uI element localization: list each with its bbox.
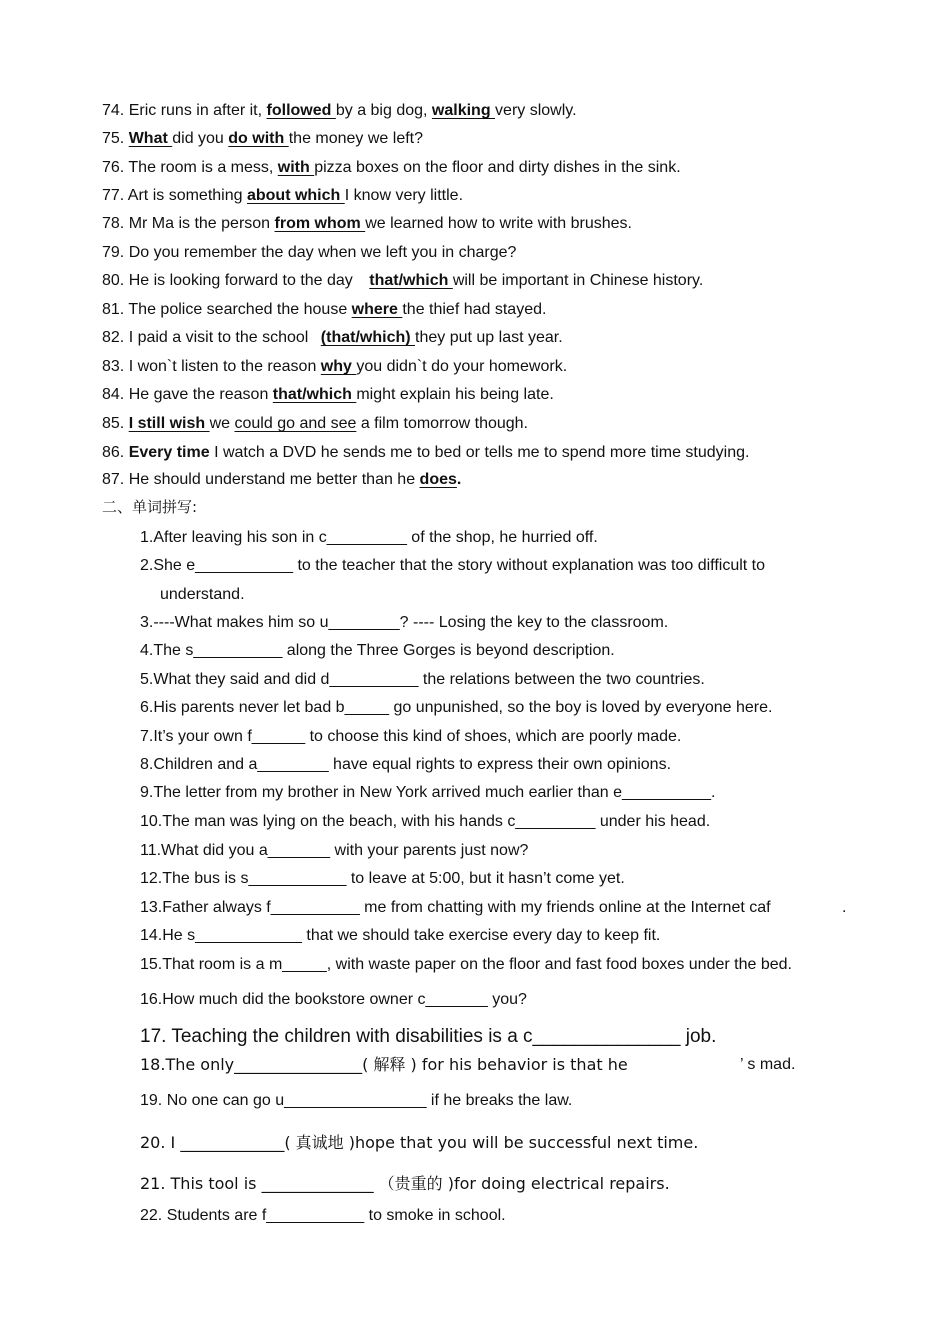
underlined-text: could go and see (234, 415, 357, 432)
spelling-item-2-continued: understand. (160, 586, 245, 603)
sentence-text: did you (172, 130, 229, 147)
answer-text: does (419, 471, 457, 488)
sentence-text: very slowly. (495, 102, 577, 119)
answer-text: that/which (272, 386, 357, 403)
sentence-text: 87. He should understand me better than he (102, 471, 420, 488)
spelling-item-9: 9.The letter from my brother in New York arrived much earlier than e__________. (140, 784, 716, 801)
sentence-text: 77. Art is something (102, 187, 247, 204)
answer-text: where (351, 301, 403, 318)
sentence-text: 76. The room is a mess, (102, 159, 278, 176)
sentence-75 (102, 129, 423, 149)
spelling-item-10: 10.The man was lying on the beach, with his hands c_________ under his head. (140, 813, 711, 830)
sentence-text: the money we left? (288, 130, 424, 147)
sentence-text: 82. I paid a visit to the school (102, 329, 313, 346)
sentence-85 (102, 414, 528, 434)
spelling-item-16: 16.How much did the bookstore owner c_______ you? (140, 991, 527, 1008)
sentence-text: 81. The police searched the house (102, 301, 352, 318)
sentence-78 (102, 214, 632, 234)
answer-text: What (128, 130, 173, 147)
sentence-text: I know very little. (344, 187, 464, 204)
spelling-item-14: 14.He s____________ that we should take exercise every day to keep fit. (140, 927, 661, 944)
sentence-text: 78. Mr Ma is the person (102, 215, 275, 232)
sentence-87 (102, 470, 461, 490)
sentence-text: 74. Eric runs in after it, (102, 102, 267, 119)
answer-text: why (320, 358, 357, 375)
spelling-item-18-tail: ’ s mad. (740, 1056, 796, 1073)
spelling-item-1: 1.After leaving his son in c_________ of the shop, he hurried off. (140, 529, 598, 546)
answer-text: Every time (128, 444, 215, 461)
spelling-item-2: 2.She e___________ to the teacher that the story without explanation was too difficult to (140, 557, 766, 574)
spelling-item-5: 5.What they said and did d__________ the relations between the two countries. (140, 671, 705, 688)
spelling-item-15: 15.That room is a m_____, with waste paper on the floor and fast food boxes under the bed. (140, 956, 792, 973)
spelling-item-13-period: . (842, 899, 847, 916)
spelling-item-8: 8.Children and a________ have equal rights to express their own opinions. (140, 756, 672, 773)
sentence-86 (102, 443, 749, 463)
sentence-text: they put up last year. (415, 329, 563, 346)
spelling-item-3: 3.----What makes him so u________? ---- Losing the key to the classroom. (140, 614, 669, 631)
spelling-item-4: 4.The s__________ along the Three Gorges is beyond description. (140, 642, 615, 659)
sentence-77 (102, 186, 463, 206)
sentence-text: I watch a DVD he sends me to bed or tells me to spend more time studying. (214, 444, 750, 461)
spelling-item-6: 6.His parents never let bad b_____ go unpunished, so the boy is loved by everyone here. (140, 699, 773, 716)
spelling-item-22: 22. Students are f___________ to smoke in school. (140, 1207, 506, 1224)
answer-text: do with (228, 130, 289, 147)
spelling-item-17: 17. Teaching the children with disabilities is a c______________ job. (140, 1026, 717, 1047)
sentence-74 (102, 101, 577, 121)
section-heading: 二、单词拼写: (102, 498, 198, 516)
answer-text: walking (431, 102, 496, 119)
sentence-text: we (209, 415, 235, 432)
spelling-item-21: 21. This tool is ______________ （贵重的 )for doing electrical repairs. (140, 1174, 670, 1193)
answer-text: (that/which) (320, 329, 416, 346)
sentence-text: . (456, 471, 462, 488)
spelling-item-18: 18.The only________________( 解释 ) for his behavior is that he (140, 1055, 628, 1074)
sentence-82 (102, 328, 563, 348)
spelling-item-19: 19. No one can go u________________ if he breaks the law. (140, 1092, 573, 1109)
sentence-text: we learned how to write with brushes. (365, 215, 632, 232)
answer-text: followed (266, 102, 336, 119)
sentence-text: might explain his being late. (356, 386, 554, 403)
spelling-item-13: 13.Father always f__________ me from chatting with my friends online at the Internet caf (140, 899, 771, 916)
sentence-text: 80. He is looking forward to the day (102, 272, 358, 289)
sentence-text: a film tomorrow though. (356, 415, 528, 432)
sentence-text: 83. I won`t listen to the reason (102, 358, 321, 375)
sentence-text: by a big dog, (335, 102, 432, 119)
sentence-text: 86. (102, 444, 129, 461)
sentence-text: you didn`t do your homework. (356, 358, 568, 375)
answer-text: about which (246, 187, 345, 204)
sentence-text: the thief had stayed. (402, 301, 547, 318)
sentence-text: 85. (102, 415, 129, 432)
sentence-84 (102, 385, 554, 405)
spelling-item-12: 12.The bus is s___________ to leave at 5:00, but it hasn’t come yet. (140, 870, 625, 887)
answer-text: from whom (274, 215, 366, 232)
sentence-76 (102, 158, 681, 178)
sentence-81 (102, 300, 546, 320)
answer-text: that/which (369, 272, 453, 289)
answer-text: with (277, 159, 315, 176)
sentence-text: 79. Do you remember the day when we left you in charge? (102, 244, 517, 261)
sentence-text: 75. (102, 130, 129, 147)
sentence-80 (102, 271, 703, 291)
sentence-83 (102, 357, 567, 377)
sentence-79 (102, 243, 516, 263)
answer-text: I still wish (128, 415, 210, 432)
sentence-text: pizza boxes on the floor and dirty dishes in the sink. (314, 159, 681, 176)
sentence-text: will be important in Chinese history. (452, 272, 704, 289)
sentence-text: 84. He gave the reason (102, 386, 273, 403)
spelling-item-20: 20. I _____________( 真诚地 )hope that you will be successful next time. (140, 1133, 699, 1152)
spelling-item-7: 7.It’s your own f______ to choose this kind of shoes, which are poorly made. (140, 728, 682, 745)
spelling-item-11: 11.What did you a_______ with your parents just now? (140, 842, 529, 859)
